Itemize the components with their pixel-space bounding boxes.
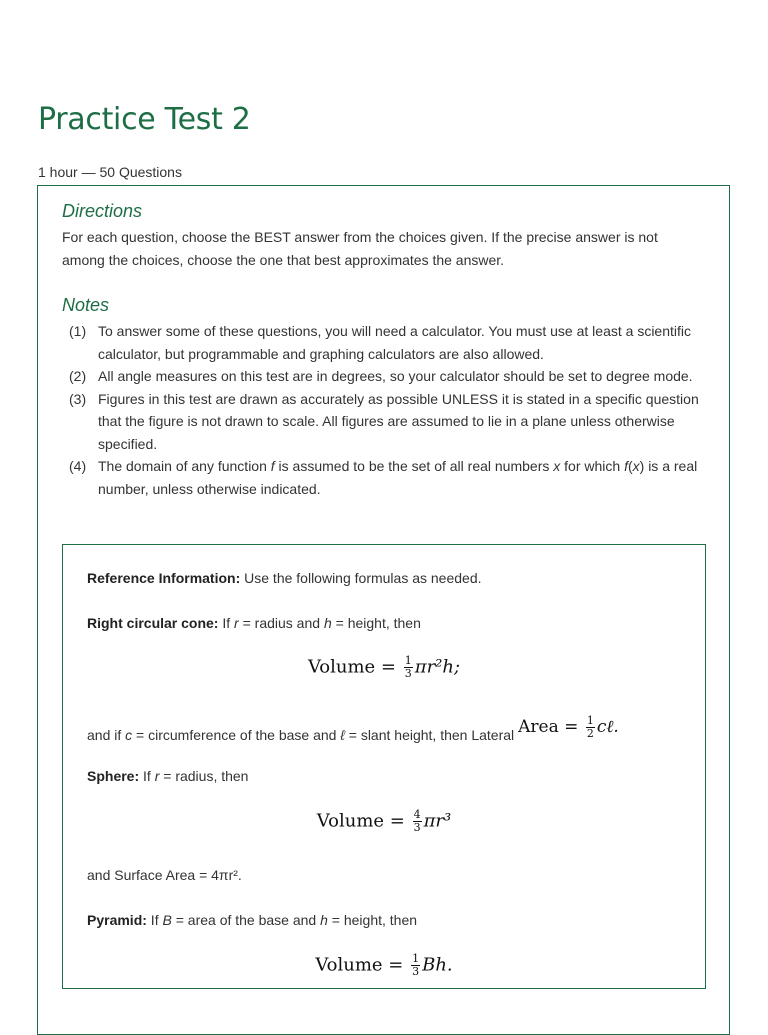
cone-lateral-line: and if c = circumference of the base and ℓ = slant height, then Lateral Area = $\frac{1}{2}$ cℓ. bbox=[87, 714, 619, 743]
directions-heading: Directions bbox=[62, 201, 143, 221]
note-number: (3) bbox=[69, 390, 87, 407]
note-item bbox=[69, 455, 709, 500]
cone-line: Right circular cone: If r = radius and h = height, then bbox=[87, 615, 421, 631]
note-item bbox=[69, 388, 709, 456]
note-text: Figures in this test are drawn as accurately as possible UNLESS it is stated in a specific question that the figure is not drawn to scale. All figures are assumed to lie in a plane unless otherwise specified. bbox=[98, 390, 699, 452]
note-number: (1) bbox=[69, 323, 87, 339]
sphere-line: Sphere: If r = radius, then bbox=[87, 768, 249, 784]
pyramid-volume-formula: Volume = $\frac{1}{3}$ Bh. bbox=[315, 952, 453, 978]
test-duration: 1 hour — 50 Questions bbox=[38, 164, 182, 180]
reference-intro: Reference Information: Use the following formulas as needed. bbox=[87, 570, 482, 586]
note-text: To answer some of these questions, you will need a calculator. You must use at least a scientific calculator, but programmable and graphing calculators are also allowed. bbox=[98, 323, 691, 362]
note-text: The domain of any function f is assumed to be the set of all real numbers x for which f(x) is a real number, unless otherwise indicated. bbox=[98, 458, 698, 497]
sphere-surface-line: and Surface Area = 4πr². bbox=[87, 867, 242, 883]
pyramid-label: Pyramid: bbox=[87, 912, 147, 928]
note-number: (2) bbox=[69, 368, 87, 384]
pyramid-line: Pyramid: If B = area of the base and h = height, then bbox=[87, 912, 418, 928]
note-item bbox=[69, 320, 709, 365]
reference-label: Reference Information: bbox=[87, 570, 241, 586]
reference-box bbox=[62, 544, 706, 989]
page-title: Practice Test 2 bbox=[38, 102, 251, 137]
cone-area-formula: Area = $\frac{1}{2}$ cℓ. bbox=[518, 714, 619, 740]
notes-heading: Notes bbox=[62, 295, 110, 315]
cone-label: Right circular cone: bbox=[87, 615, 219, 631]
sphere-volume-formula: Volume = $\frac{4}{3}$ πr³ bbox=[316, 808, 452, 834]
note-number: (4) bbox=[69, 458, 87, 474]
notes-list bbox=[69, 320, 709, 500]
cone-volume-formula: Volume = $\frac{1}{3}$ πr²h; bbox=[307, 654, 461, 680]
note-item bbox=[69, 365, 709, 388]
directions-text: For each question, choose the BEST answer from the choices given. If the precise answer is not among the choices, choose the one that best approximates the answer. bbox=[62, 229, 658, 268]
note-text: All angle measures on this test are in degrees, so your calculator should be set to degree mode. bbox=[98, 368, 693, 384]
sphere-label: Sphere: bbox=[87, 768, 140, 784]
